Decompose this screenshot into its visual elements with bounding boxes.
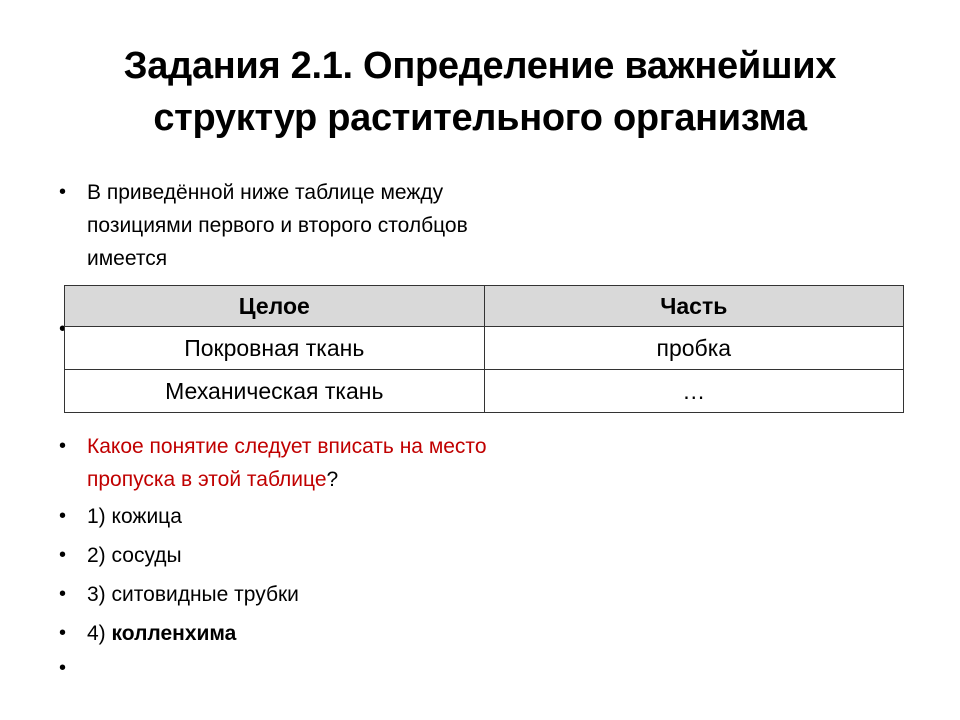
option-text-correct: колленхима xyxy=(111,622,237,645)
table-row xyxy=(65,327,904,370)
table-header-whole: Целое xyxy=(65,286,485,327)
option-2 xyxy=(59,539,182,572)
option-text: ситовидные трубки xyxy=(111,583,299,606)
question-text xyxy=(87,430,519,496)
bullet-intro xyxy=(59,176,479,275)
option-number: 3) xyxy=(87,583,106,606)
bullet-question xyxy=(59,430,519,496)
option-text: кожица xyxy=(111,505,182,528)
option-text: сосуды xyxy=(111,544,182,567)
option-number: 4) xyxy=(87,622,106,645)
question-red-text: Какое понятие следует вписать на место пропуска в этой таблице xyxy=(87,435,487,491)
question-mark: ? xyxy=(326,468,339,491)
table-cell: Механическая ткань xyxy=(65,370,485,413)
option-number: 2) xyxy=(87,544,106,567)
option-1 xyxy=(59,500,182,533)
table-cell-blank: … xyxy=(484,370,903,413)
table-cell: пробка xyxy=(484,327,903,370)
relation-table xyxy=(64,285,904,413)
slide-title: Задания 2.1. Определение важнейших структур растительного организма xyxy=(123,45,837,139)
option-3 xyxy=(59,578,299,611)
table-cell: Покровная ткань xyxy=(65,327,485,370)
table-row xyxy=(65,370,904,413)
table-header-part: Часть xyxy=(484,286,903,327)
option-4 xyxy=(59,617,236,650)
option-number: 1) xyxy=(87,505,106,528)
table-header-row xyxy=(65,286,904,327)
intro-text: • В приведённой ниже таблице между позициями первого и второго столбцов имеется xyxy=(87,181,468,270)
